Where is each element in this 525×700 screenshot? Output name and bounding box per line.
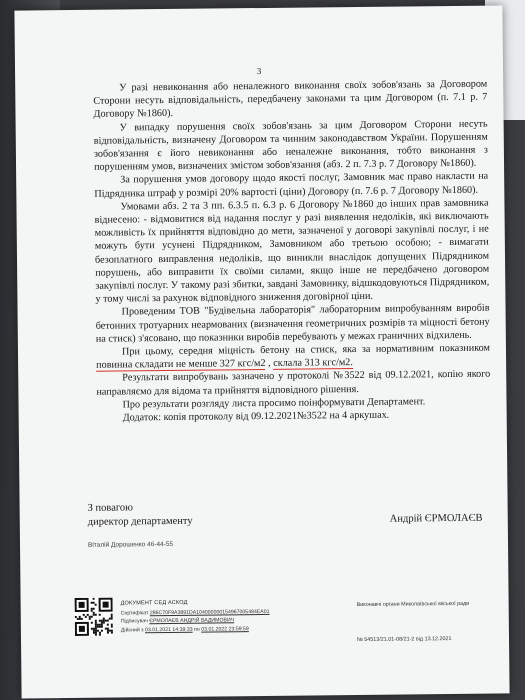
page-number: 3 [256, 65, 262, 77]
signer-name: Андрій ЄРМОЛАЄВ [389, 512, 483, 525]
paragraph-liability: У разі невиконання або неналежного виконання своїх зобов'язань за Договором Сторони несуть відповідальність, передбачену законами та цим Договором (п. 7.1 р. 7 Договору №1860). [93, 78, 488, 121]
ecert-valid-from: 03.01.2021 14:39:33 [144, 626, 193, 633]
executive-bodies-label: Виконавчі органи Миколаївської міської ради [356, 600, 470, 609]
strength-text-2: , [265, 358, 274, 370]
ecert-certificate-row: Сертифікат 286C70F9A3891DA104000000154967005484EA01 [120, 609, 270, 617]
signature-block [88, 501, 193, 530]
paragraph-attachment: Додаток: копія протоколу від 09.12.2021№3522 на 4 аркушах. [122, 409, 390, 424]
document-page [14, 5, 509, 698]
ecert-signer-row: Підписувач ЄРМОЛАЄВ АНДРІЙ ВАДИМОВИЧ [120, 617, 235, 625]
executor-contact: Віталій Дорошенко 46-44-55 [87, 540, 174, 549]
paragraph-penalty: За порушення умов договору щодо якості послуг, Замовник має право накласти на Підрядника штраф у розмірі 20% вартості (ціни) Договору (п. 7.6 р. 7 Договору №1860). [94, 171, 489, 200]
electronic-signature-block [121, 598, 291, 635]
strength-text-1: При цьому, середня міцність бетону на стиск, яка за нормативним показником [121, 342, 491, 358]
paragraph-lab-test: Проведеним ТОВ "Будівельна лабораторія" лабораторним випробуванням виробів бетонних тротуарних неармованих (визначення геометричних розмірів та міцності бетону на стиск) з'ясовано, що показники виробів перебувають у межах граничних відхилень. [95, 303, 490, 345]
paragraph-request: Про результати розгляду листа просимо поінформувати Департамент. [122, 396, 426, 411]
actual-strength-underlined: склала 313 кгс/м2. [273, 357, 353, 370]
letter-body [93, 78, 491, 425]
ecert-certificate-value: 286C70F9A3891DA104000000154967005484EA01 [149, 609, 270, 617]
qr-code-icon [75, 598, 113, 636]
ecert-valid-row: Дійсний з 03.01.2021 14:39:33 по 03.01.2022 23:59:59 [120, 625, 249, 634]
ecert-header: ДОКУМЕНТ СЕД АСКОД [120, 599, 188, 607]
ecert-signer-value: ЄРМОЛАЄВ АНДРІЙ ВАДИМОВИЧ [149, 617, 235, 625]
paragraph-violation: У випадку порушення своїх зобов'язань за цим Договором Сторони несуть відповідальність, визначену Договором та чинним законодавством України. Порушенням зобов'язання є його невиконання або неналежне виконання, тобто виконання з порушенням умов, визначених змістом зобов'язання (абз. 2 п. 7.3 р. 7 Договору №1860). [93, 118, 488, 173]
paragraph-results: Результати випробувань зазначено у протоколі №3522 від 09.12.2021, копію якого направляємо для відома та прийняття відповідного рішення. [96, 369, 491, 398]
paragraph-customer-rights: Умовами абз. 2 та 3 пп. 6.3.5 п. 6.3 р. 6 Договору №1860 до інших прав замовника віднесено: - відмовитися від надання послуг у разі виявлення недоліків, які виключають можливість їх прийняття відповідно до мети, зазначеної у договорі закупівлі послуг, і не можуть бути усунені Підрядником, Замовником або третьою особою; - вимагати безоплатного виправлення недоліків, що виникли внаслідок допущених Підрядником порушень, або виправити їх своїми силами, якщо інше не передбачено договором закупівлі послуг. У такому разі збитки, завдані Замовнику, відшкодовуються Підрядником, у тому числі за рахунок відповідного зниження договірної ціни. [94, 197, 490, 305]
signer-position: директор департаменту [87, 515, 193, 528]
greeting: З повагою [87, 502, 134, 514]
paragraph-strength [96, 342, 490, 373]
ecert-valid-to: 03.01.2022 23:59:59 [201, 625, 249, 633]
required-strength-underlined: повинна складати не менше 327 кгс/м2 [96, 358, 266, 372]
registration-number: № 54513/21.01-08/21-2 від 13.12.2021 [356, 636, 452, 644]
